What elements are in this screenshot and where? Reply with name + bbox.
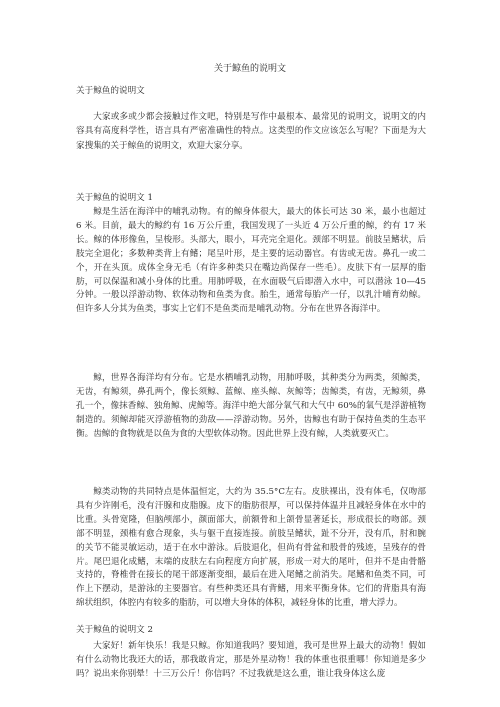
- section-1-paragraph-1: 鲸是生活在海洋中的哺乳动物。有的鲸身体很大，最大的体长可达 30 米，最小也超过 6 米。目前，最大的鲸约有 16 万公斤重，我国发现了一头近 4 万公斤重的鲸，约有 17 米长。鲸的体形像鱼，呈梭形。头部大，眼小，耳壳完全退化。颈部不明显。前肢呈鳍状，后肢完全退化；多数种类背上有鳍；尾呈叶形，是主要的运动器官。有齿或无齿。鼻孔一或二个，开在头顶。成体全身无毛（有许多种类只在嘴边尚保存一些毛）。皮肤下有一层厚的脂肪，可以保温和减小身体的比重。用肺呼吸，在水面吸气后即潜入水中，可以潜泳 10—45 分钟。一般以浮游动物、软体动物和鱼类为食。胎生，通常每胎产一仔，以乳汁哺育幼鲸。但许多人分其为鱼类，事实上它们不是鱼类而是哺乳动物。分布在世界各海洋中。: [76, 207, 426, 315]
- document-title: 关于鲸鱼的说明文: [213, 64, 286, 74]
- section-1-heading: 关于鲸鱼的说明文 1: [76, 193, 153, 203]
- section-1-paragraph-2: 鲸，世界各海洋均有分布。它是水栖哺乳动物，用肺呼吸，其种类分为两类，须鲸类，无齿，有鲸须，鼻孔两个，像长须鲸、蓝鲸、座头鲸、灰鲸等；齿鲸类，有齿，无鲸须，鼻孔一个，像抹香鲸、独角鲸、虎鲸等。海洋中绝大部分氧气和大气中 60%的氧气是浮游植物制造的。须鲸却能灭浮游植物的劲敌——浮游动物。另外，齿鲸也有助于保持鱼类的生态平衡。齿鲸的食物就是以鱼为食的大型软体动物。因此世界上没有鲸，人类就要灭亡。: [76, 373, 426, 439]
- intro-paragraph: 大家或多或少都会接触过作文吧，特别是写作中最根本、最常见的说明文，说明文的内容具有高度科学性，语言具有严密准确性的特点。这类型的作文应该怎么写呢？下面是为大家搜集的关于鲸鱼的说明文，欢迎大家分享。: [76, 112, 426, 151]
- section-2-paragraph-1: 大家好！新年快乐！我是只鲸。你知道我吗？要知道，我可是世界上最大的动物！假如有什么动物比我还大的话，那我敢肯定，那是外星动物！我的体重也很重哪！你知道是多少吗？说出来你别晕！十三万公斤！你信吗？不过我就是这么重，谁让我身体这么庞: [76, 641, 426, 679]
- document-subtitle: 关于鲸鱼的说明文: [76, 86, 145, 96]
- section-2-heading: 关于鲸鱼的说明文 2: [76, 625, 153, 635]
- section-1-paragraph-3: 鲸类动物的共同特点是体温恒定，大约为 35.5°C左右。皮肤裸出，没有体毛，仅吻部具有少许刚毛，没有汗腺和皮脂腺。皮下的脂肪很厚，可以保持体温并且减轻身体在水中的比重。头骨宽隆，但脑颅部小，颜面部大，前额骨和上颌骨显著延长，形成很长的吻部。颈部不明显，颈椎有愈合现象，头与躯干直接连接。前肢呈鳍状，趾不分开，没有爪，肘和腕的关节不能灵敏运动，适于在水中游泳。后肢退化，但尚有骨盆和股骨的残迹，呈残存的骨片。尾巴退化成鳍，末端的皮肤左右向程度方向扩展，形成一对大的尾叶，但并不是由骨骼支持的，脊椎骨在接长的尾干部逐渐变细，最后在进入尾鳍之前消失。尾鳍和鱼类不同，可作上下摆动，是游泳的主要器官。有些种类还具有背鳍，用来平衡身体。它们的背脂具有海绵状组织，体腔内有较多的脂肪，可以增大身体的体积，减轻身体的比重，增大浮力。: [76, 487, 426, 609]
